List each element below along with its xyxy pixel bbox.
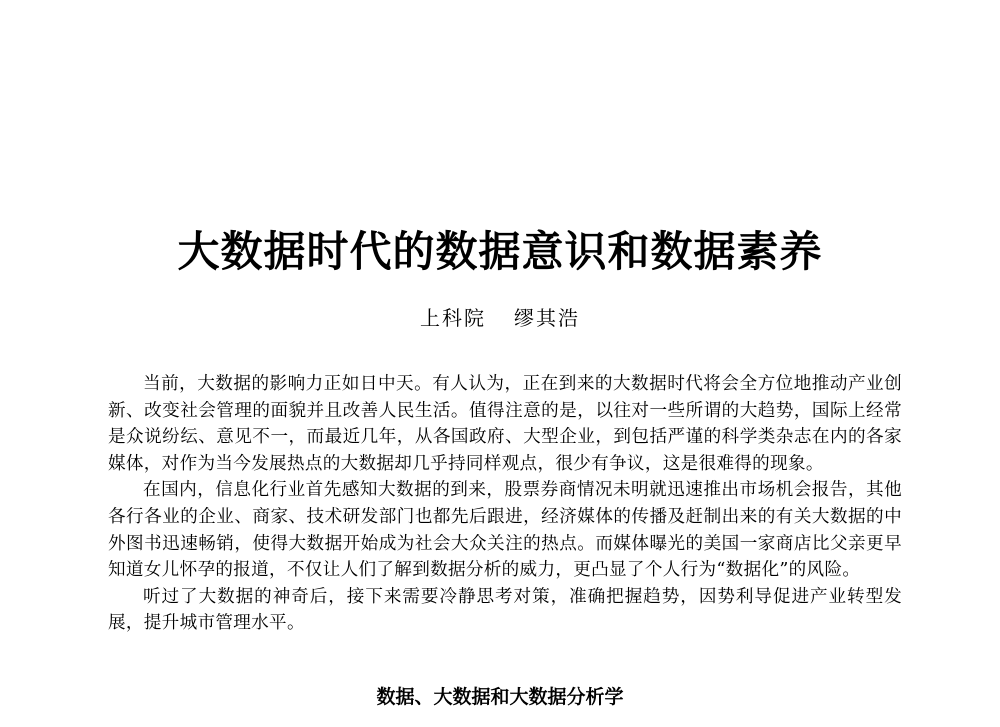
article-title: 大数据时代的数据意识和数据素养 <box>177 227 823 276</box>
paragraph: 在国内，信息化行业首先感知大数据的到来，股票券商情况未明就迅速推出市场机会报告，其他各行各业的企业、商家、技术研发部门也都先后跟进，经济媒体的传播及赶制出来的有关大数据的中外图书迅速畅销，使得大数据开始成为社会大众关注的热点。而媒体曝光的美国一家商店比父亲更早知道女儿怀孕的报道，不仅让人们了解到数据分析的威力，更凸显了个人行为“数据化”的风险。 <box>108 480 902 581</box>
paragraph: 当前，大数据的影响力正如日中天。有人认为，正在到来的大数据时代将会全方位地推动产业创新、改变社会管理的面貌并且改善人民生活。值得注意的是，以往对一些所谓的大趋势，国际上经常是众说纷纭、意见不一，而最近几年，从各国政府、大型企业，到包括严谨的科学类杂志在内的各家媒体，对作为当今发展热点的大数据却几乎持同样观点，很少有争议，这是很难得的现象。 <box>108 374 902 474</box>
article-body <box>108 371 902 637</box>
author-name: 缪其浩 <box>514 306 580 330</box>
section-heading: 数据、大数据和大数据分析学 <box>376 686 624 708</box>
paragraph: 听过了大数据的神奇后，接下来需要冷静思考对策，准确把握趋势，因势利导促进产业转型发展，提升城市管理水平。 <box>108 586 902 634</box>
byline <box>0 305 1000 331</box>
affiliation: 上科院 <box>420 306 486 330</box>
